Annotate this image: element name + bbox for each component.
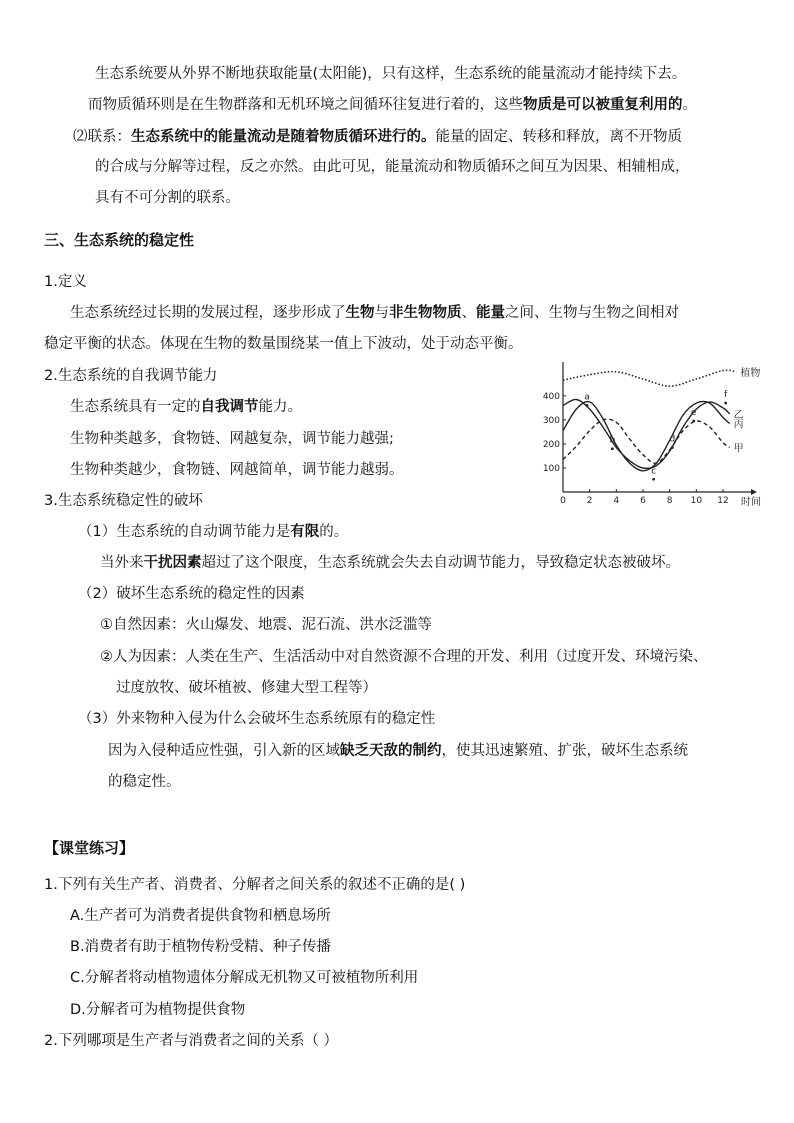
text-line: （2）破坏生态系统的稳定性的因素 xyxy=(78,586,305,602)
point-label: c xyxy=(651,466,657,477)
subsection-title: 1.定义 xyxy=(44,274,87,290)
text-line xyxy=(73,126,682,148)
text: 。 xyxy=(682,97,697,113)
option: C.分解者将动植物遗体分解成无机物又可被植物所利用 xyxy=(70,970,419,986)
point-marker xyxy=(652,478,655,481)
text: 与 xyxy=(374,305,389,321)
text: 具有不可分割的联系。 xyxy=(95,190,240,206)
subsection-title: 2.生态系统的自我调节能力 xyxy=(44,368,218,384)
bold-text: 生态系统中的能量流动是随着物质循环进行的。 xyxy=(131,129,436,145)
text-line: 生物种类越多，食物链、网越复杂，调节能力越强; xyxy=(70,431,394,447)
series-label-2: 乙 xyxy=(733,409,744,421)
text-line: 的稳定性。 xyxy=(108,774,181,790)
bold-text: 自我调节 xyxy=(200,399,259,415)
text-line xyxy=(95,156,690,178)
text-line: 稳定平衡的状态。体现在生物的数量围绕某一值上下波动，处于动态平衡。 xyxy=(44,336,523,352)
text-line: 过度放牧、破坏植被、修建大型工程等） xyxy=(116,680,377,696)
bold-text: 干扰因素 xyxy=(143,555,202,571)
text-line xyxy=(78,521,348,543)
text-line xyxy=(95,63,686,85)
series-line-2 xyxy=(563,399,730,468)
text: 、 xyxy=(461,305,476,321)
bold-text: 缺乏天敌的制约 xyxy=(340,743,442,759)
x-tick-label: 0 xyxy=(560,496,566,506)
y-tick-label: 400 xyxy=(542,391,560,402)
point-label: a xyxy=(584,392,590,403)
bold-text: 物质是可以被重复利用的 xyxy=(523,97,683,113)
bold-text: 生物 xyxy=(345,305,375,321)
point-marker xyxy=(671,446,674,449)
point-label: b xyxy=(609,435,616,446)
x-tick-label: 12 xyxy=(717,496,729,506)
series-label-1: 丙 xyxy=(733,419,744,431)
text: 的。 xyxy=(319,524,349,540)
series-label-3: 甲 xyxy=(733,443,744,455)
x-tick-label: 10 xyxy=(690,496,703,506)
point-label: f xyxy=(724,390,728,401)
text-line xyxy=(70,396,302,418)
text: 生态系统经过长期的发展过程，逐步形成了 xyxy=(70,305,346,321)
text-line xyxy=(95,187,240,209)
text: 因为入侵种适应性强，引入新的区域 xyxy=(108,743,340,759)
point-marker xyxy=(692,420,695,423)
bold-text: 非生物物质 xyxy=(389,305,462,321)
option: A.生产者可为消费者提供食物和栖息场所 xyxy=(70,908,331,924)
series-line-0 xyxy=(563,370,736,386)
question: 2.下列哪项是生产者与消费者之间的关系（ ） xyxy=(44,1033,338,1049)
x-tick-label: 2 xyxy=(586,496,593,506)
text-line xyxy=(100,552,680,574)
text: ，使其迅速繁殖、扩张，破坏生态系统 xyxy=(441,743,688,759)
y-tick-label: 100 xyxy=(542,463,560,474)
text: 能力。 xyxy=(258,399,302,415)
point-label: e xyxy=(690,408,697,419)
text: 之间、生物与生物之间相对 xyxy=(505,305,679,321)
series-line-3 xyxy=(563,419,730,463)
text-line xyxy=(88,94,697,116)
x-tick-label: 8 xyxy=(666,496,673,506)
option: B.消费者有助于植物传粉受精、种子传播 xyxy=(70,939,332,955)
point-marker xyxy=(724,402,727,405)
series-line-1 xyxy=(563,401,730,470)
text-line: （3）外来物种入侵为什么会破坏生态系统原有的稳定性 xyxy=(78,711,436,727)
text-line: 生物种类越少，食物链、网越简单，调节能力越弱。 xyxy=(70,462,404,478)
x-tick-label: 4 xyxy=(613,496,620,506)
text-line: ①自然因素：火山爆发、地震、泥石流、洪水泛滥等 xyxy=(100,617,432,633)
text-line xyxy=(70,302,679,324)
subsection-title: 3.生态系统稳定性的破坏 xyxy=(44,493,203,509)
text: 生态系统要从外界不断地获取能量(太阳能)，只有这样，生态系统的能量流动才能持续下去。 xyxy=(95,66,687,82)
bold-text: 能量 xyxy=(476,305,505,321)
series-label-0: 植物 xyxy=(740,367,761,379)
text: （1）生态系统的自动调节能力是 xyxy=(78,524,291,540)
population-chart xyxy=(536,362,762,518)
text: 的合成与分解等过程，反之亦然。由此可见，能量流动和物质循环之间互为因果、相辅相成， xyxy=(95,159,690,175)
text: 超过了这个限度，生态系统就会失去自动调节能力，导致稳定状态被破坏。 xyxy=(201,555,680,571)
text: 而物质循环则是在生物群落和无机环境之间循环往复进行着的，这些 xyxy=(88,97,523,113)
text: 当外来 xyxy=(100,555,144,571)
text: ⑵联系： xyxy=(73,129,131,145)
question: 1.下列有关生产者、消费者、分解者之间关系的叙述不正确的是( ) xyxy=(44,877,466,893)
point-label: d xyxy=(669,434,676,445)
point-marker xyxy=(586,404,589,407)
option: D.分解者可为植物提供食物 xyxy=(70,1002,246,1018)
point-marker xyxy=(611,447,614,450)
practice-title: 【课堂练习】 xyxy=(44,839,135,857)
x-tick-label: 6 xyxy=(640,496,646,506)
text-line xyxy=(108,740,688,762)
x-axis-arrow xyxy=(751,489,757,495)
x-axis-label: 时间 xyxy=(741,497,761,508)
text-line: ②人为因素：人类在生产、生活活动中对自然资源不合理的开发、利用（过度开发、环境污染、 xyxy=(100,649,708,665)
y-tick-label: 200 xyxy=(542,439,560,450)
section-title: 三、生态系统的稳定性 xyxy=(44,231,195,249)
text: 能量的固定、转移和释放，离不开物质 xyxy=(435,129,682,145)
y-tick-label: 300 xyxy=(542,415,560,426)
bold-text: 有限 xyxy=(290,524,320,540)
text: 生态系统具有一定的 xyxy=(70,399,201,415)
